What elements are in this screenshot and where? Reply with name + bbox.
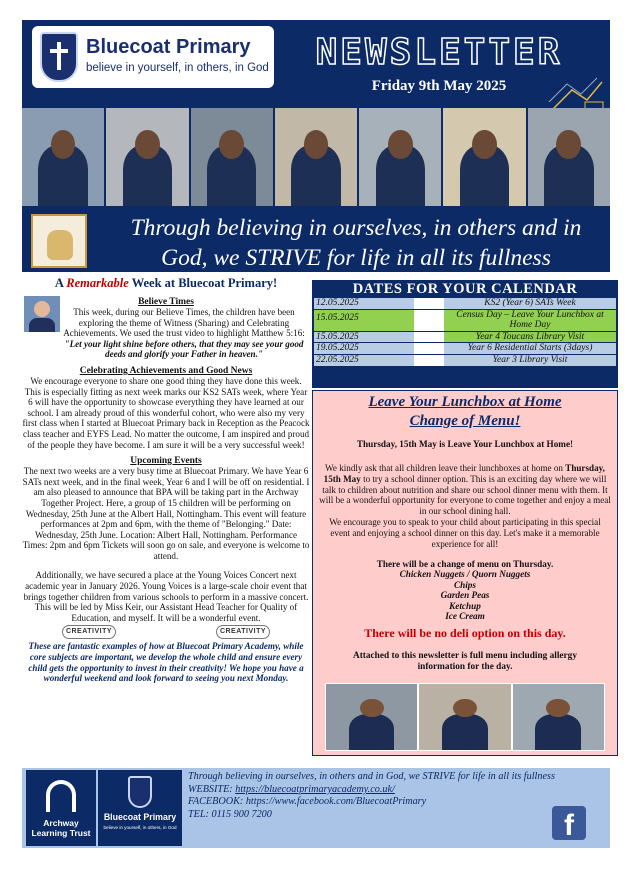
celebrating-heading: Celebrating Achievements and Good News [79,365,253,376]
calendar-event: Year 6 Residential Starts (3days) [444,343,616,354]
menu-heading: There will be a change of menu on Thursday. [376,559,554,570]
newsletter-header [22,20,610,272]
newsletter-title: NEWSLETTER [315,32,563,73]
footer-school-name: Bluecoat Primary [103,812,177,822]
contact-info [188,771,600,821]
classroom-photo [359,108,443,206]
dining-photo [512,683,605,751]
menu-item: Ketchup [449,600,481,611]
lunchbox-heading: Leave Your Lunchbox at Home [368,394,562,410]
newsletter-date: Friday 9th May 2025 [371,78,507,94]
header-photo-strip [22,108,610,206]
calendar-event: Year 4 Toucans Library Visit [444,332,616,343]
upcoming-events-text: The next two weeks are a very busy time at Bluecoat Primary. We have Year 6 SATs next week, and in the final week, Year 6 and I will be off on residential. I am also pleased to announce that BPA will be taking part in the Archway Together Project. Here, a group of 15 children will be performing on Wednesday, 25th June at the Albert Hall, Nottingham. This event will feature performances at 2pm and 6pm, with the theme of "Belonging." Date: Wednesday, 25th June. Location: Albert Hall, Nottingham. Performance Times: 2pm and 6pm Tickets will soon go on sale, and everyone is welcome to attend. [22,466,310,561]
archway-icon [46,780,76,812]
website-link[interactable]: https://bluecoatprimaryacademy.co.uk/ [235,783,395,795]
lunchbox-paragraph: We kindly ask that all children leave their lunchboxes at home on Thursday, 15th May to try a school dinner option. This is an exciting day where we will talk to children about nutrition and share our school dinner menu with them. It will be a wonderful opportunity for everyone to come together and enjoy a meal in our school dining hall. We encourage you to speak to your child about participating in this special event and enjoying a school dinner on this day. Let's make it a memorable experience for all! [319,463,611,549]
calendar-row [314,332,616,343]
school-logo [32,26,274,88]
website-line: WEBSITE: https://bluecoatprimaryacademy.co.uk/ [188,783,395,795]
footer-school-tagline: believe in yourself, in others, in God [103,825,177,830]
calendar-row [314,310,616,331]
article-title: A Remarkable Week at Bluecoat Primary! [54,276,278,290]
school-crest-icon [128,776,152,808]
facebook-line[interactable]: FACEBOOK: https://www.facebook.com/BluecoatPrimary [188,796,427,808]
strive-hand-icon [31,214,87,268]
calendar-event: KS2 (Year 6) SATs Week [444,298,616,309]
no-deli-notice: There will be no deli option on this day. [364,625,566,640]
believe-times-heading: Believe Times [138,297,194,307]
classroom-photo [275,108,359,206]
young-voices-text: Additionally, we have secured a place at the Young Voices Concert next academic year in January 2026. Young Voices is a large-scale choir event that brings together children from various schools to perform in a massive concert. This will be led by Miss Keir, our Assistant Head Teacher for Quality of Education, and myself. It will be a wonderful event. [23,570,309,623]
classroom-photo [106,108,190,206]
menu-item: Chicken Nuggets / Quorn Nuggets [399,569,531,580]
dining-photo [325,683,418,751]
menu-change-heading: Change of Menu! [409,413,521,429]
calendar-date: 19.05.2025 [314,343,414,354]
creativity-logos [22,625,310,639]
telephone-line: TEL: 0115 900 7200 [188,808,272,820]
school-crest-icon [40,32,78,82]
attached-menu-note: Attached to this newsletter is full menu including allergy information for the day. [353,650,577,672]
calendar-row [314,355,616,366]
calendar-row [314,298,616,309]
upcoming-events-heading: Upcoming Events [130,456,202,467]
classroom-photo [22,108,106,206]
headteacher-article [22,276,310,684]
closing-text: These are fantastic examples of how at Bluecoat Primary Academy, while core subjects are important, we develop the whole child and ensure every child gets the opportunity to invest in their creativity! We hope you have a wonderful weekend and look forward to seeing you next Monday. [28,641,304,684]
classroom-photo [443,108,527,206]
dining-photo [418,683,511,751]
creativity-logo: CREATIVITY [62,625,116,639]
calendar-event: Census Day – Leave Your Lunchbox at Home Day [444,310,616,331]
believe-times-text: This week, during our Believe Times, the children have been exploring the theme of Witness (Sharing) and Celebrating Achievements. We used the trust video to highlight Matthew 5:16: "Let your light shine before others, that they may see your good deeds and glorify your Father in heaven." [63,307,305,360]
classroom-photo [191,108,275,206]
menu-item: Garden Peas [440,590,490,601]
trust-name: Archway Learning Trust [31,818,91,838]
celebrating-text: We encourage everyone to share one good thing they have done this week. This is especially fitting as next week marks our KS2 SATs week, where Year 6 will have the opportunity to showcase everything they have learned at our school. I am already proud of this wonderful cohort, who were also my very first class when I started at Bluecoat Primary back in Reception as the Peacock class teacher and EYFS Lead. No matter the outcome, I am inspired and proud of the people they have become. I am sure it will be a very successful week! [22,375,310,450]
newsletter-footer [22,768,610,848]
calendar-title: DATES FOR YOUR CALENDAR [352,281,578,297]
calendar-date: 15.05.2025 [314,310,414,331]
school-tagline: believe in yourself, in others, in God [86,62,269,74]
headteacher-avatar [24,296,60,332]
calendar-date: 15.05.2025 [314,332,414,343]
menu-item: Ice Cream [445,611,485,622]
facebook-icon[interactable]: f [552,806,586,840]
creativity-logo: CREATIVITY [216,625,270,639]
archway-trust-logo [26,770,96,846]
footer-school-logo [98,770,182,846]
footer-motto: Through believing in ourselves, in others and in God, we STRIVE for life in all its fullness [188,771,555,782]
calendar-event: Year 3 Library Visit [444,355,616,366]
menu-item: Chips [454,579,476,590]
classroom-photo [528,108,610,206]
lunchbox-notice [312,390,618,756]
lunchbox-subheading: Thursday, 15th May is Leave Your Lunchbox at Home! [356,439,574,449]
calendar-row [314,343,616,354]
calendar-date: 12.05.2025 [314,298,414,309]
dining-photo-strip [325,683,605,751]
calendar-date: 22.05.2025 [314,355,414,366]
calendar-box [312,280,618,388]
school-motto: Through believing in ourselves, in others and in God, we STRIVE for life in all its fullness [130,215,582,271]
school-name: Bluecoat Primary [86,36,251,58]
